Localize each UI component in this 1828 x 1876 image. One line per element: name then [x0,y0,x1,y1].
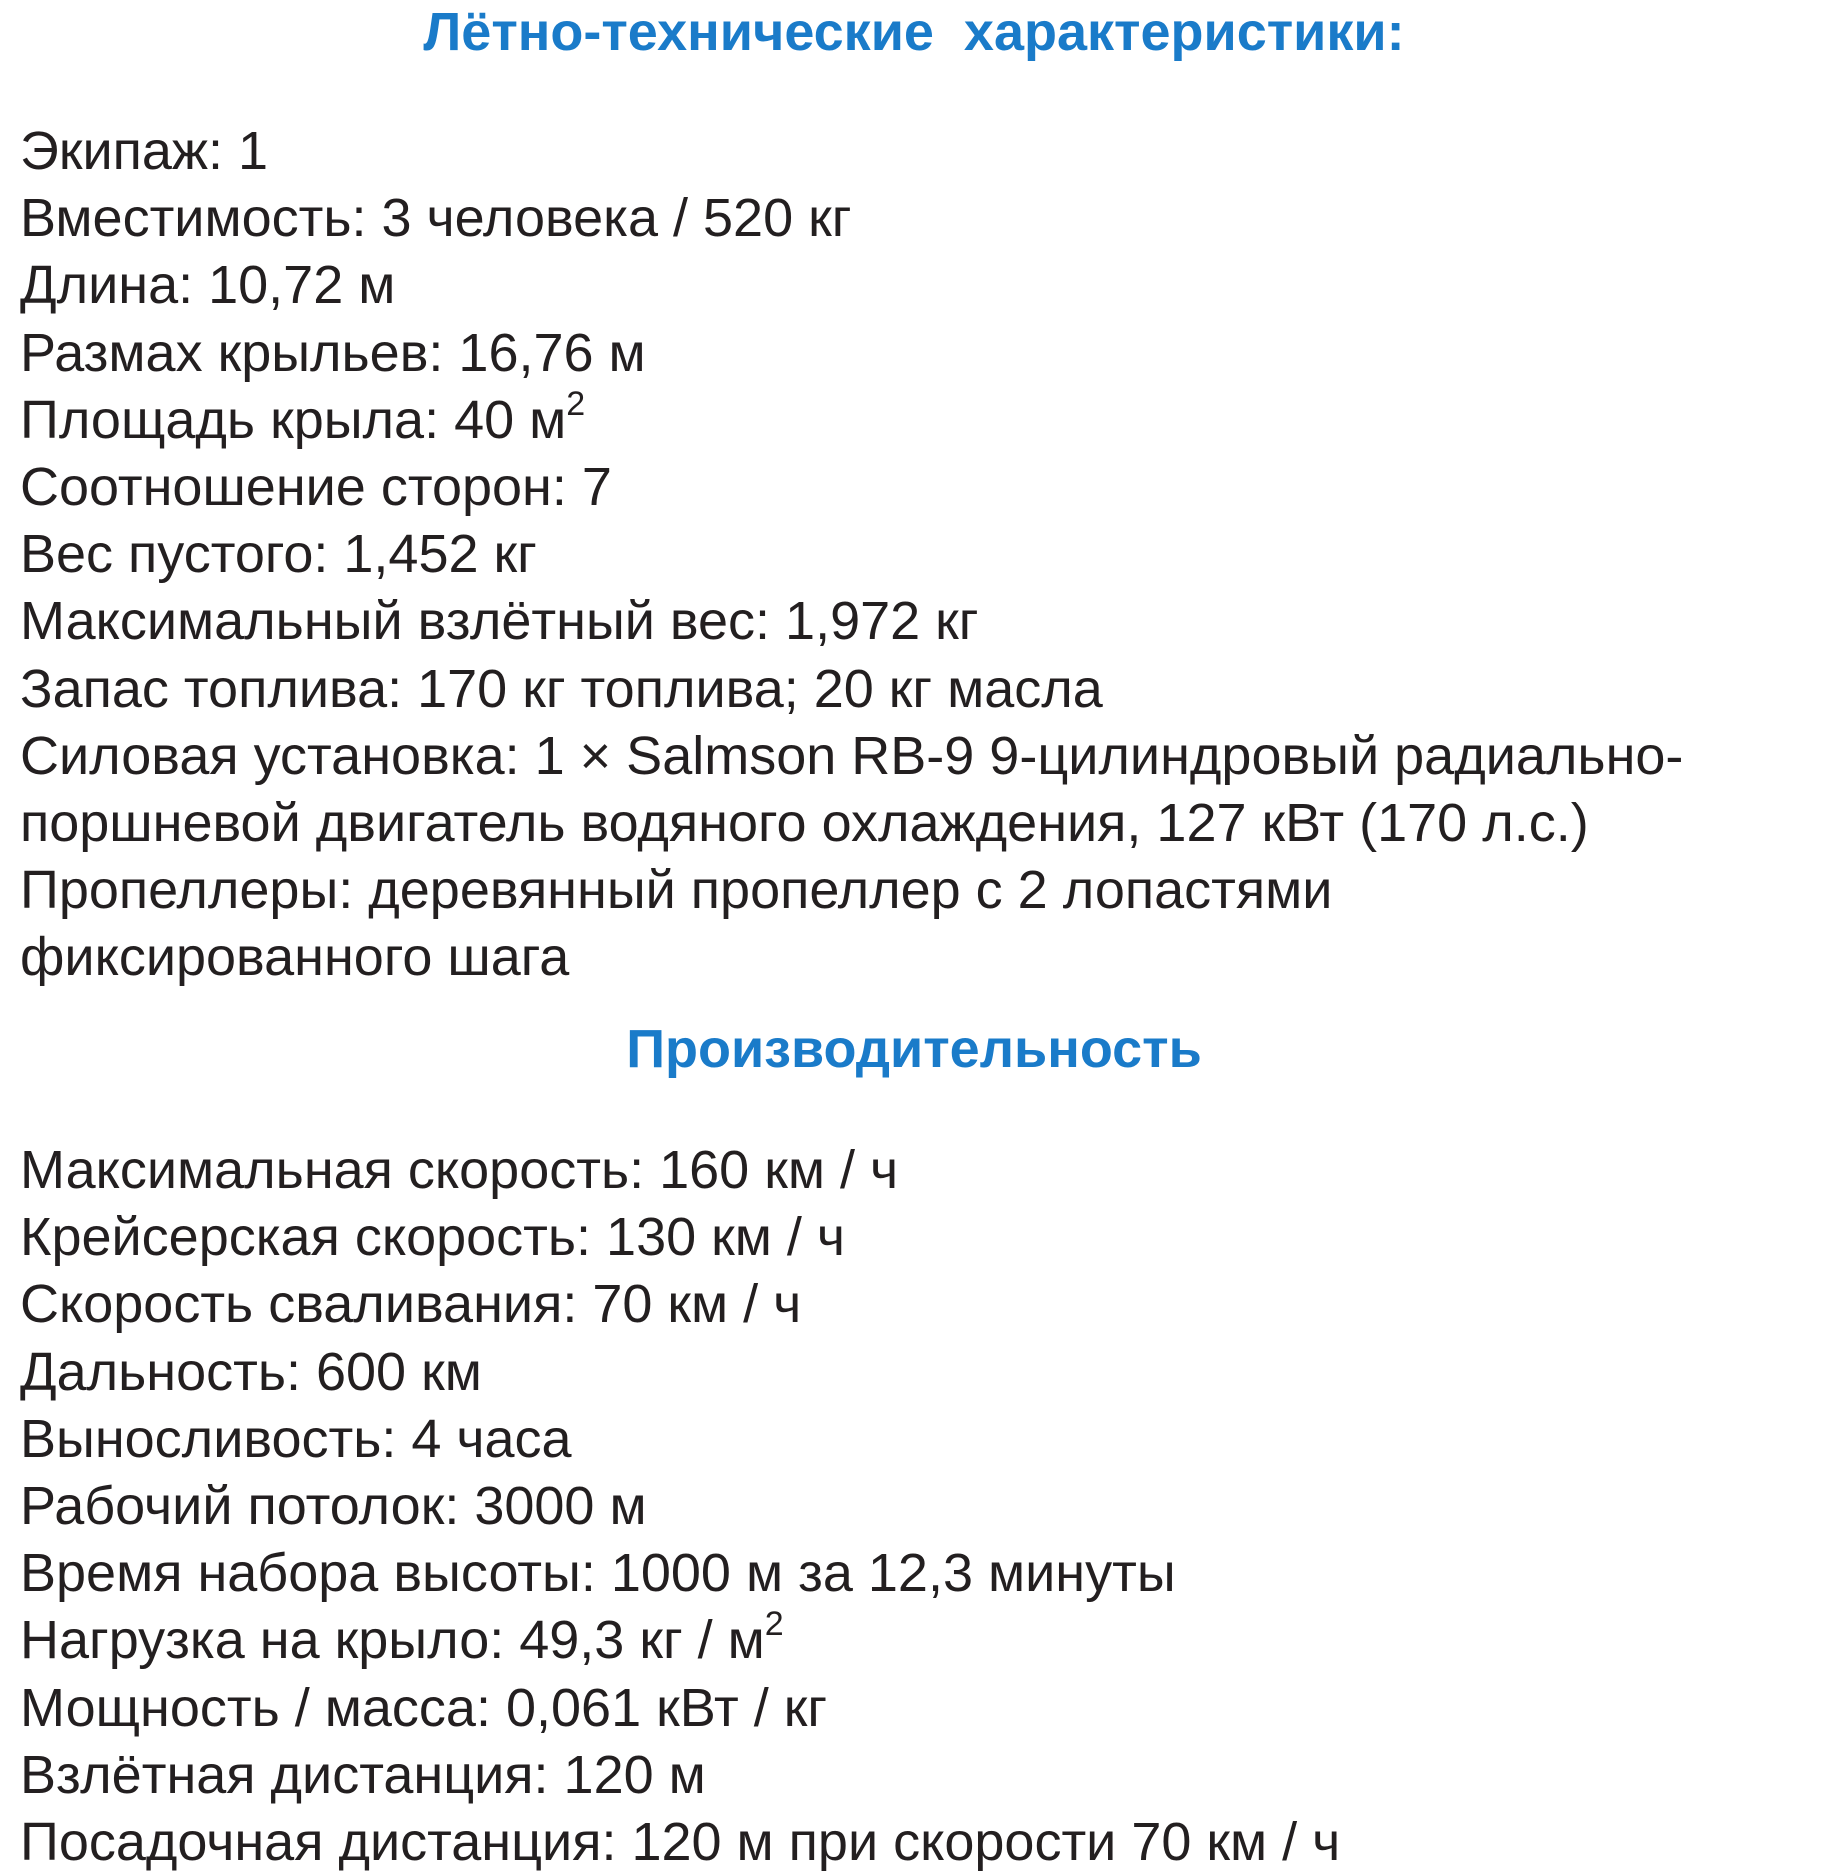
spec-propellers-continued: фиксированного шага [20,927,570,988]
performance-heading: Производительность [626,1019,1202,1079]
spec-wing-area: Площадь крыла: 40 $м^2$ [20,384,586,450]
spec-capacity: Вместимость: 3 человека / 520 кг [20,188,852,249]
perf-takeoff-distance: Взлётная дистанция: 120 м [20,1744,706,1805]
perf-wing-loading: Нагрузка на крыло: 49,3 кг / $м^2$ [20,1605,784,1671]
spec-max-takeoff-weight: Максимальный взлётный вес: 1,972 кг [20,591,979,652]
perf-max-speed: Максимальная скорость: 160 км / ч [20,1140,899,1200]
perf-cruise-speed: Крейсерская скорость: 130 км / ч [20,1207,846,1268]
spec-fuel-capacity: Запас топлива: 170 кг топлива; 20 кг масла [20,658,1103,719]
specs-heading: Лётно-технические характеристики: [423,2,1405,62]
spec-propellers: Пропеллеры: деревянный пропеллер с 2 лопастями [20,860,1333,921]
specs-list [20,118,1820,991]
perf-time-to-altitude: Время набора высоты: 1000 м за 12,3 минуты [20,1543,1176,1604]
performance-list [20,1137,1820,1876]
spec-wingspan: Размах крыльев: 16,76 м [20,322,646,383]
spec-length: Длина: 10,72 м [20,255,396,316]
spec-aspect-ratio: Соотношение сторон: 7 [20,456,612,517]
perf-power-to-mass: Мощность / масса: 0,061 кВт / кг [20,1677,828,1738]
superscript-squared: 2 [566,384,586,423]
spec-powerplant-continued: поршневой двигатель водяного охлаждения, 127 кВт (170 л.с.) [20,792,1589,853]
spec-empty-weight: Вес пустого: 1,452 кг [20,524,537,585]
perf-stall-speed: Скорость сваливания: 70 км / ч [20,1274,802,1335]
perf-range: Дальность: 600 км [20,1341,482,1402]
spec-crew: Экипаж: 1 [20,121,269,181]
superscript-squared: 2 [764,1605,784,1644]
perf-service-ceiling: Рабочий потолок: 3000 м [20,1475,647,1536]
spec-powerplant: Силовая установка: 1 × Salmson RB-9 9-цилиндровый радиально- [20,725,1684,786]
perf-endurance: Выносливость: 4 часа [20,1408,572,1469]
perf-landing-distance: Посадочная дистанция: 120 м при скорости 70 км / ч [20,1811,1341,1872]
